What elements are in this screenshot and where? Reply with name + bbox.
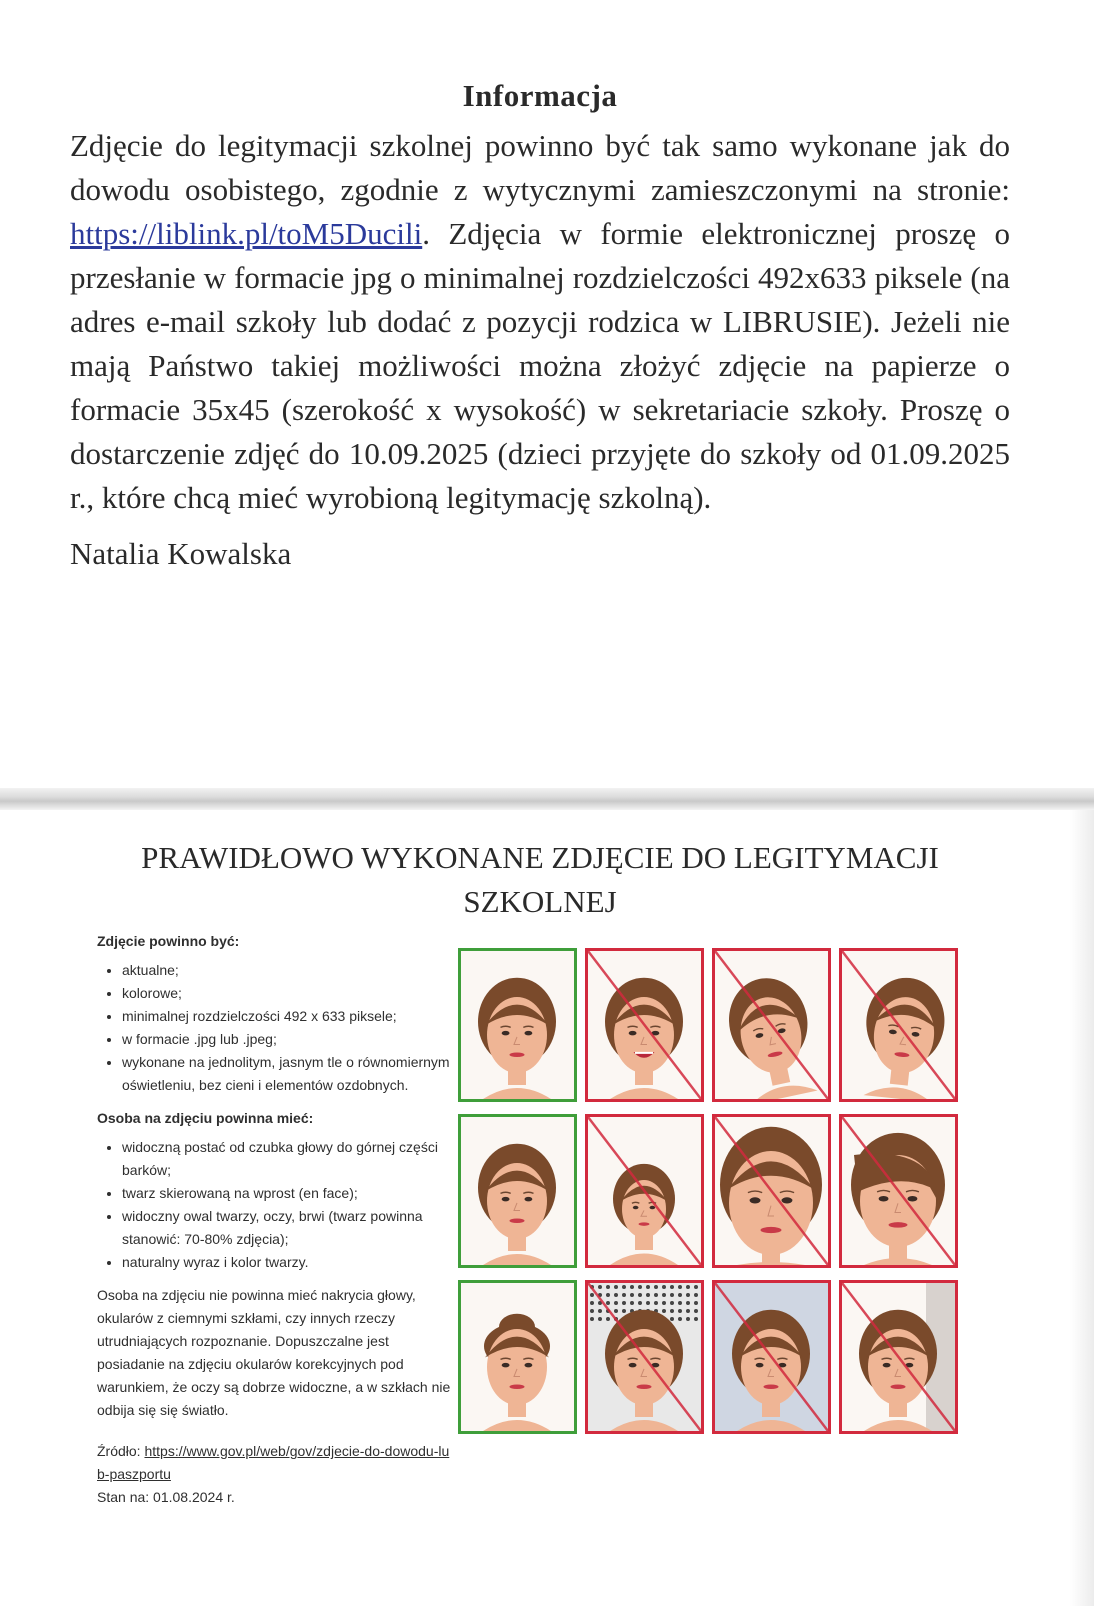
photo-examples-grid — [458, 948, 958, 1434]
list-item: • twarz skierowaną na wprost (en face); — [122, 1182, 457, 1205]
incorrect-photo-example — [839, 948, 958, 1102]
note-paragraph: Osoba na zdjęciu nie powinna mieć nakrycia głowy, okularów z ciemnymi szkłami, czy innych rzeczy utrudniających rozpoznanie. Dopuszczalne jest posiadanie na zdjęciu okularów korekcyjnych pod warunkiem, że oczy są dobrze widoczne, a w szkłach nie odbija się się światło. — [97, 1287, 451, 1418]
source-link[interactable]: https://www.gov.pl/web/gov/zdjecie-do-dowodu-lub-paszportu — [97, 1443, 450, 1482]
list-item: • widoczną postać od czubka głowy do górnej części barków; — [122, 1136, 457, 1182]
correct-photo-example — [458, 948, 577, 1102]
incorrect-photo-example — [839, 1280, 958, 1434]
status-date: Stan na: 01.08.2024 r. — [97, 1489, 235, 1505]
incorrect-photo-example — [712, 1114, 831, 1268]
section-1-list — [97, 959, 457, 1097]
section-2-heading: Osoba na zdjęciu powinna mieć: — [97, 1110, 314, 1126]
portrait-illustration — [461, 1283, 574, 1431]
letter-body — [70, 124, 1010, 520]
letter-text-part-2: . Zdjęcia w formie elektronicznej proszę o przesłanie w formacie jpg o minimalnej rozdzielczości 492x633 piksele (na adres e-mail szkoły lub dodać z pozycji rodzica w LIBRUSIE). Jeżeli nie mają Państwo takiej możliwości można złożyć zdjęcie na papierze o formacie 35x45 (szerokość x wysokość) w sekretariacie szkoły. Proszę o dostarczenie zdjęć do 10.09.2025 (dzieci przyjęte do szkoły od 01.09.2025 r., które chcą mieć wyrobioną legitymację szkolną). — [70, 216, 1010, 515]
sheet-title — [70, 836, 1010, 924]
rejected-cross-icon — [715, 1283, 828, 1431]
letter-title: Informacja — [462, 78, 618, 113]
incorrect-photo-example — [712, 1280, 831, 1434]
letter-text-part-1: Zdjęcie do legitymacji szkolnej powinno być tak samo wykonane jak do dowodu osobistego, zgodnie z wytycznymi zamieszczonymi na stronie: — [70, 128, 1010, 207]
sheet-title-line-1: PRAWIDŁOWO WYKONANE ZDJĘCIE DO LEGITYMACJI — [141, 840, 939, 875]
guidelines-link[interactable]: https://liblink.pl/toM5Ducili — [70, 216, 423, 251]
correct-photo-example — [458, 1114, 577, 1268]
sheet-title-line-2: SZKOLNEJ — [463, 884, 617, 919]
rejected-cross-icon — [842, 1117, 955, 1265]
list-item: • naturalny wyraz i kolor twarzy. — [122, 1251, 457, 1274]
rejected-cross-icon — [715, 951, 828, 1099]
portrait-illustration — [461, 1117, 574, 1265]
rejected-cross-icon — [588, 1283, 701, 1431]
incorrect-photo-example — [585, 1280, 704, 1434]
correct-photo-example — [458, 1280, 577, 1434]
list-item: • aktualne; — [122, 959, 457, 982]
list-item: • w formacie .jpg lub .jpeg; — [122, 1028, 457, 1051]
rejected-cross-icon — [842, 951, 955, 1099]
information-letter — [70, 78, 1010, 572]
list-item: • wykonane na jednolitym, jasnym tle o równomiernym oświetleniu, bez cieni i elementów ozdobnych. — [122, 1051, 457, 1097]
portrait-illustration — [461, 951, 574, 1099]
signature: Natalia Kowalska — [70, 536, 292, 571]
requirements-panel — [97, 930, 457, 1509]
section-1-heading: Zdjęcie powinno być: — [97, 933, 240, 949]
scan-separator — [0, 788, 1094, 810]
section-2-list — [97, 1136, 457, 1274]
rejected-cross-icon — [588, 951, 701, 1099]
source-label: Źródło: — [97, 1443, 145, 1459]
rejected-cross-icon — [715, 1117, 828, 1265]
incorrect-photo-example — [839, 1114, 958, 1268]
list-item: • widoczny owal twarzy, oczy, brwi (twarz powinna stanowić: 70-80% zdjęcia); — [122, 1205, 457, 1251]
rejected-cross-icon — [842, 1283, 955, 1431]
incorrect-photo-example — [585, 948, 704, 1102]
incorrect-photo-example — [585, 1114, 704, 1268]
incorrect-photo-example — [712, 948, 831, 1102]
scan-edge-shadow — [1070, 810, 1094, 1606]
source-block — [97, 1440, 457, 1509]
rejected-cross-icon — [588, 1117, 701, 1265]
list-item: • kolorowe; — [122, 982, 457, 1005]
list-item: • minimalnej rozdzielczości 492 x 633 piksele; — [122, 1005, 457, 1028]
